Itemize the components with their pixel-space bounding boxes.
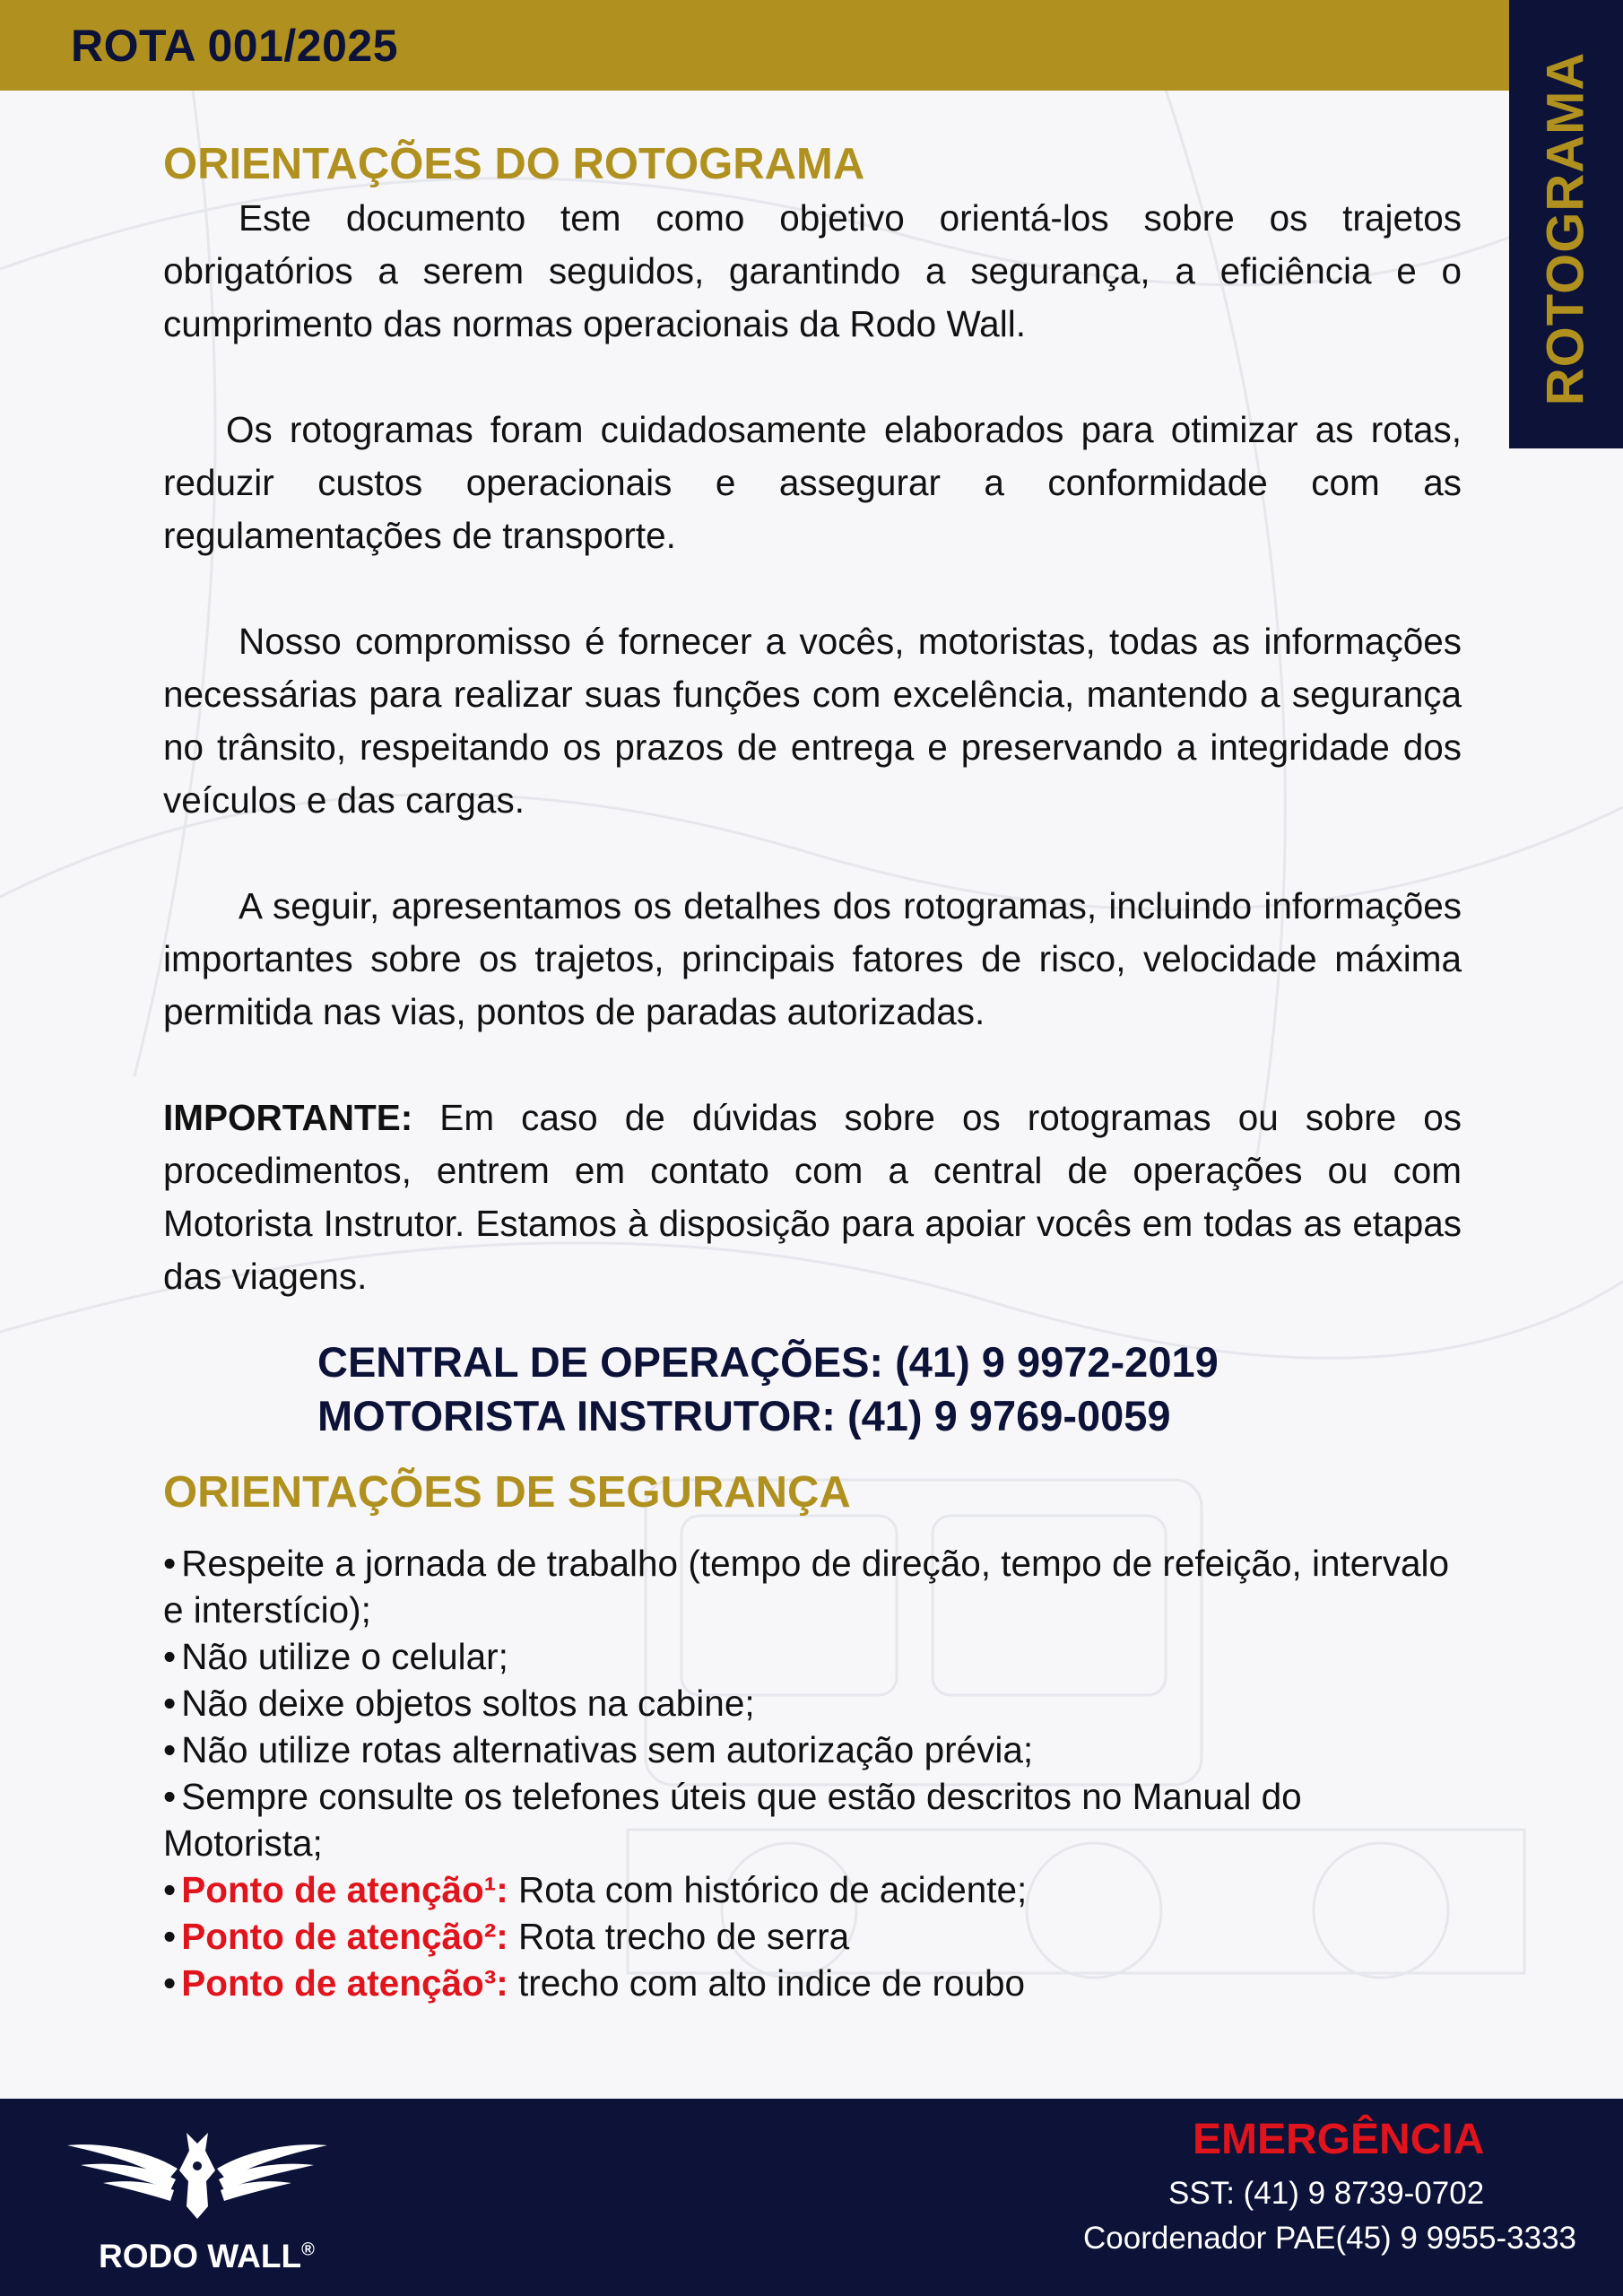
bullet-icon: • (163, 1869, 177, 1910)
list-item (163, 1726, 1462, 1773)
side-tab-label: ROTOGRAMA (1536, 51, 1595, 406)
list-item (163, 1633, 1462, 1680)
attention-text: Rota com histórico de acidente; (508, 1869, 1028, 1910)
instructor-phone: MOTORISTA INSTRUTOR: (41) 9 9769-0059 (317, 1392, 1171, 1439)
attention-label: Ponto de atenção¹: (181, 1869, 508, 1910)
attention-label: Ponto de atenção²: (181, 1916, 508, 1957)
important-text: Em caso de dúvidas sobre os rotogramas ou sobre os procedimentos, entrem em contato com a central de operações ou com Motorista Instrutor. Estamos à disposição para apoiar vocês em todas as etapas das viagens. (163, 1097, 1462, 1297)
main-content (163, 136, 1462, 2006)
pae-coordinator-phone: Coordenador PAE(45) 9 9955-3333 (1083, 2221, 1577, 2256)
list-item (163, 1680, 1462, 1726)
list-item-text: Não deixe objetos soltos na cabine; (181, 1683, 755, 1724)
important-paragraph (163, 1091, 1462, 1303)
list-item-text: Respeite a jornada de trabalho (tempo de direção, tempo de refeição, intervalo e interstício); (163, 1543, 1450, 1631)
list-item-text: Sempre consulte os telefones úteis que estão descritos no Manual do Motorista; (163, 1776, 1302, 1864)
central-operations-phone: CENTRAL DE OPERAÇÕES: (41) 9 9972-2019 (317, 1338, 1219, 1386)
attention-item (163, 1866, 1462, 1913)
intro-paragraph-1: Este documento tem como objetivo orientá-los sobre os trajetos obrigatórios a serem seguidos, garantindo a segurança, a eficiência e o cumprimento das normas operacionais da Rodo Wall. (163, 197, 1462, 344)
sst-phone: SST: (41) 9 8739-0702 (1168, 2176, 1485, 2211)
intro-paragraph-4: A seguir, apresentamos os detalhes dos rotogramas, incluindo informações importantes sobre os trajetos, principais fatores de risco, velocidade máxima permitida nas vias, pontos de paradas autorizadas. (163, 885, 1462, 1032)
safety-heading: ORIENTAÇÕES DE SEGURANÇA (163, 1468, 851, 1517)
bullet-icon: • (163, 1543, 177, 1584)
winged-horse-icon (63, 2126, 332, 2224)
attention-label: Ponto de atenção³: (181, 1962, 508, 2004)
registered-mark: ® (301, 2239, 315, 2260)
important-label: IMPORTANTE: (163, 1097, 413, 1138)
attention-text: trecho com alto indice de roubo (508, 1962, 1026, 2004)
emergency-title: EMERGÊNCIA (1193, 2116, 1485, 2163)
route-code: ROTA 001/2025 (71, 21, 399, 71)
list-item (163, 1773, 1462, 1866)
intro-paragraph-2: Os rotogramas foram cuidadosamente elaborados para otimizar as rotas, reduzir custos operacionais e assegurar a conformidade com as regulamentações de transporte. (163, 409, 1462, 556)
attention-item (163, 1960, 1462, 2006)
safety-list (163, 1540, 1462, 2006)
company-logo (63, 2126, 332, 2278)
list-item (163, 1540, 1462, 1633)
bullet-icon: • (163, 1962, 177, 2004)
contact-block (163, 1335, 1462, 1443)
side-tab (1509, 0, 1623, 448)
bullet-icon: • (163, 1636, 177, 1677)
list-item-text: Não utilize rotas alternativas sem autorização prévia; (181, 1729, 1034, 1770)
attention-text: Rota trecho de serra (508, 1916, 850, 1957)
intro-heading: ORIENTAÇÕES DO ROTOGRAMA (163, 140, 865, 188)
intro-paragraph-3: Nosso compromisso é fornecer a vocês, motoristas, todas as informações necessárias para realizar suas funções com excelência, mantendo a segurança no trânsito, respeitando os prazos de entrega e preservando a integridade dos veículos e das cargas. (163, 621, 1462, 821)
header-bar (0, 0, 1509, 91)
bullet-icon: • (163, 1683, 177, 1724)
bullet-icon: • (163, 1916, 177, 1957)
list-item-text: Não utilize o celular; (181, 1636, 508, 1677)
logo-name: RODO WALL (99, 2238, 302, 2274)
bullet-icon: • (163, 1729, 177, 1770)
footer-bar (0, 2099, 1623, 2296)
attention-item (163, 1913, 1462, 1960)
logo-text (99, 2238, 315, 2275)
bullet-icon: • (163, 1776, 177, 1817)
